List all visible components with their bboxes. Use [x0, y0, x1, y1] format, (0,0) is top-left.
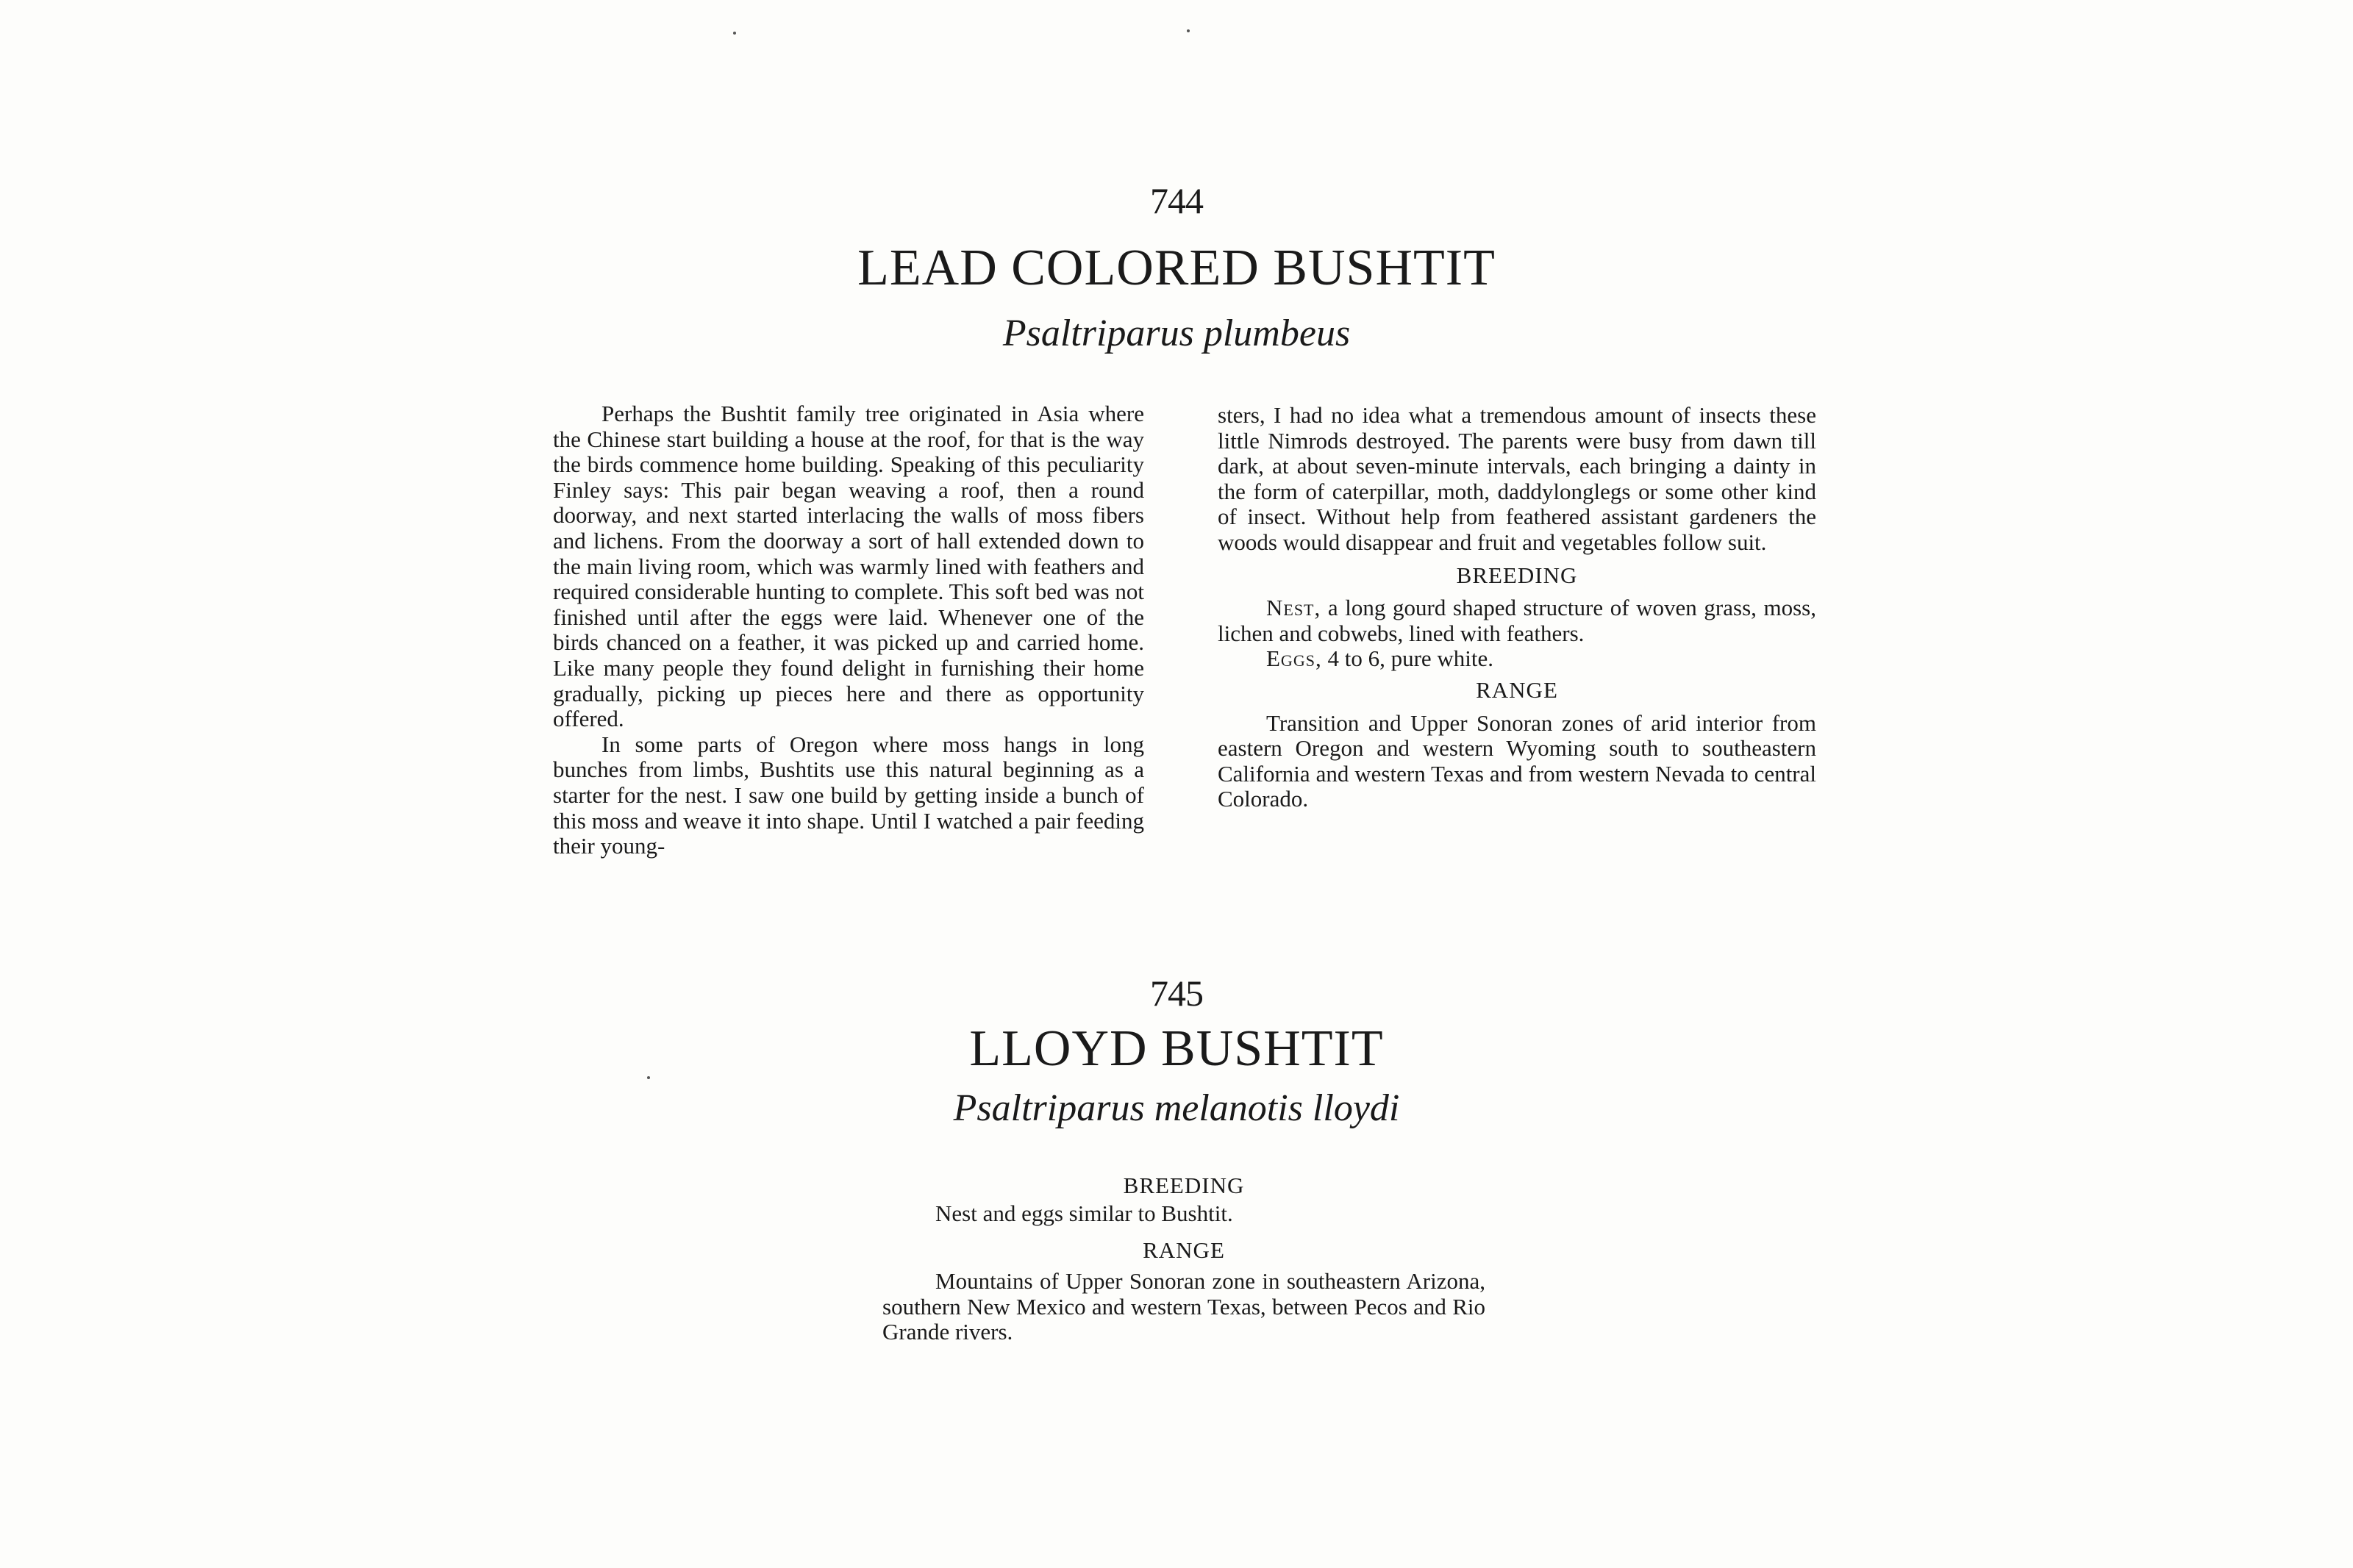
right-text-column: [1218, 403, 1816, 812]
species-number-744: 744: [1150, 180, 1203, 221]
nest-text: a long gourd shaped structure of woven grass, moss, lichen and cobwebs, lined with feathers.: [1218, 595, 1817, 646]
eggs-text: 4 to 6, pure white.: [1327, 645, 1494, 672]
scientific-name-psaltriparus-melanotis-lloydi: Psaltriparus melanotis lloydi: [953, 1087, 1400, 1129]
range-text: Mountains of Upper Sonoran zone in southeastern Arizona, southern New Mexico and western Texas, between Pecos and Rio Grande rivers.: [882, 1268, 1485, 1345]
range-heading: RANGE: [1476, 676, 1558, 703]
scientific-name-psaltriparus-plumbeus: Psaltriparus plumbeus: [1002, 312, 1351, 354]
species-number-745: 745: [1150, 973, 1203, 1014]
species-title-lead-colored-bushtit: LEAD COLORED BUSHTIT: [857, 240, 1496, 296]
eggs-label: Eggs,: [1266, 645, 1322, 672]
nest-label: Nest,: [1266, 595, 1321, 621]
range-heading: RANGE: [1143, 1237, 1225, 1263]
eggs-description: [1218, 646, 1816, 672]
breeding-heading: BREEDING: [1456, 562, 1578, 588]
left-text-column: [553, 401, 1144, 859]
scan-speck: [1187, 29, 1190, 32]
breeding-text: Nest and eggs similar to Bushtit.: [935, 1200, 1233, 1226]
lloyd-bushtit-details: [882, 1173, 1485, 1357]
body-paragraph: In some parts of Oregon where moss hangs in long bunches from limbs, Bushtits use this natural beginning as a starter for the nest. I saw one build by getting inside a bunch of this moss and weave it into shape. Until I watched a pair feeding their young-: [553, 731, 1144, 859]
scan-speck: [733, 32, 736, 35]
body-paragraph-continued: sters, I had no idea what a tremendous amount of insects these little Nimrods destroyed. The parents were busy from dawn till dark, at about seven-minute intervals, each bringing a dainty in the form of caterpillar, moth, daddylonglegs or some other kind of insect. Without help from feathered assistant gardeners the woods would disappear and fruit and vegetables follow suit.: [1218, 402, 1816, 555]
breeding-heading: BREEDING: [1123, 1173, 1245, 1198]
range-text: Transition and Upper Sonoran zones of arid interior from eastern Oregon and western Wyoming south to southeastern California and western Texas and from western Nevada to central Colorado.: [1218, 709, 1816, 812]
species-title-lloyd-bushtit: LLOYD BUSHTIT: [969, 1020, 1384, 1077]
body-paragraph: Perhaps the Bushtit family tree originated in Asia where the Chinese start building a house at the roof, for that is the way the birds commence home building. Speaking of this peculiarity Finley says: This pair began weaving a roof, then a round doorway, and next started interlacing the walls of moss fibers and lichens. From the doorway a sort of hall extended down to the main living room, which was warmly lined with feathers and required considerable hunting to complete. This soft bed was not finished until after the eggs were laid. Whenever one of the birds chanced on a feather, it was picked up and carried home. Like many people they found delight in furnishing their home gradually, picking up pieces here and there as opportunity offered.: [553, 401, 1144, 732]
nest-description: [1218, 595, 1816, 646]
